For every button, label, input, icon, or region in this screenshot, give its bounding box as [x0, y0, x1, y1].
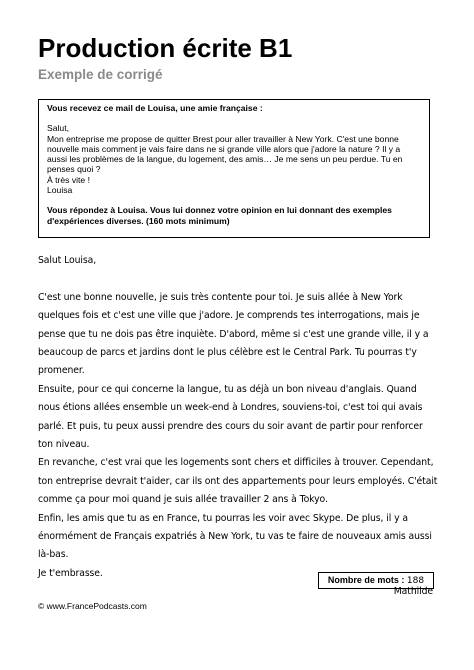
word-count-value: 188	[406, 576, 425, 586]
letter-paragraph: C'est une bonne nouvelle, je suis très contente pour toi. Je suis allée à New York quelques fois et c'est une ville que j'adore. Je comprends tes interrogations, mais je pense que tu ne dois pas être inquiète. D'abord, même si c'est une grande ville, il y a beaucoup de parcs et jardins dont le plus célèbre est le Central Park. Tu pourras t'y promener.	[38, 291, 429, 377]
letter	[38, 252, 438, 602]
copyright-footer: © www.FrancePodcasts.com	[38, 601, 147, 611]
mail-greeting: Salut,	[47, 123, 69, 134]
letter-paragraph: En revanche, c'est vrai que les logements sont chers et difficiles à trouver. Cependant, ton entreprise devrait t'aider, car ils ont des appartements pour leurs employés. C'était comme ça pour moi quand je suis allée travailler 2 ans à Tokyo.	[38, 457, 438, 506]
mail-closing: À très vite !	[47, 174, 90, 185]
task-instruction: Vous répondez à Louisa. Vous lui donnez votre opinion en lui donnant des exemples d'expériences diverses. (160 mots minimum)	[47, 205, 392, 226]
letter-paragraph: Ensuite, pour ce qui concerne la langue, tu as déjà un bon niveau d'anglais. Quand nous étions allées ensemble un week-end à Londres, souviens-toi, c'est toi qui avais parlé. Et puis, tu peux aussi prendre des cours du soir avant de partir pour renforcer ton niveau.	[38, 383, 423, 451]
mail-body: Mon entreprise me propose de quitter Brest pour aller travailler à New York. C'est une bonne nouvelle mais comment je vais faire dans ne si grande ville alors que j'adore la nature ? Il y a aussi les problèmes de la langue, du logement, des amis… Je me sens un peu perdue. Tu en penses quoi ?	[47, 133, 403, 175]
word-count-label: Nombre de mots :	[327, 575, 405, 585]
mail-signature: Louisa	[47, 185, 73, 196]
page-title: Production écrite B1	[38, 33, 293, 63]
letter-greeting: Salut Louisa,	[38, 255, 97, 266]
task-intro: Vous recevez ce mail de Louisa, une amie française :	[47, 103, 263, 113]
task-box	[38, 99, 430, 238]
page-subtitle: Exemple de corrigé	[38, 67, 163, 82]
letter-paragraph: Enfin, les amis que tu as en France, tu pourras les voir avec Skype. De plus, il y a énormément de Français expatriés à New York, tu vas te faire de nouveaux amis aussi là-bas.	[38, 512, 432, 561]
word-count-box	[318, 572, 434, 589]
letter-closing: Je t'embrasse.	[38, 567, 103, 579]
letter-signature: Mathilde	[393, 586, 433, 598]
